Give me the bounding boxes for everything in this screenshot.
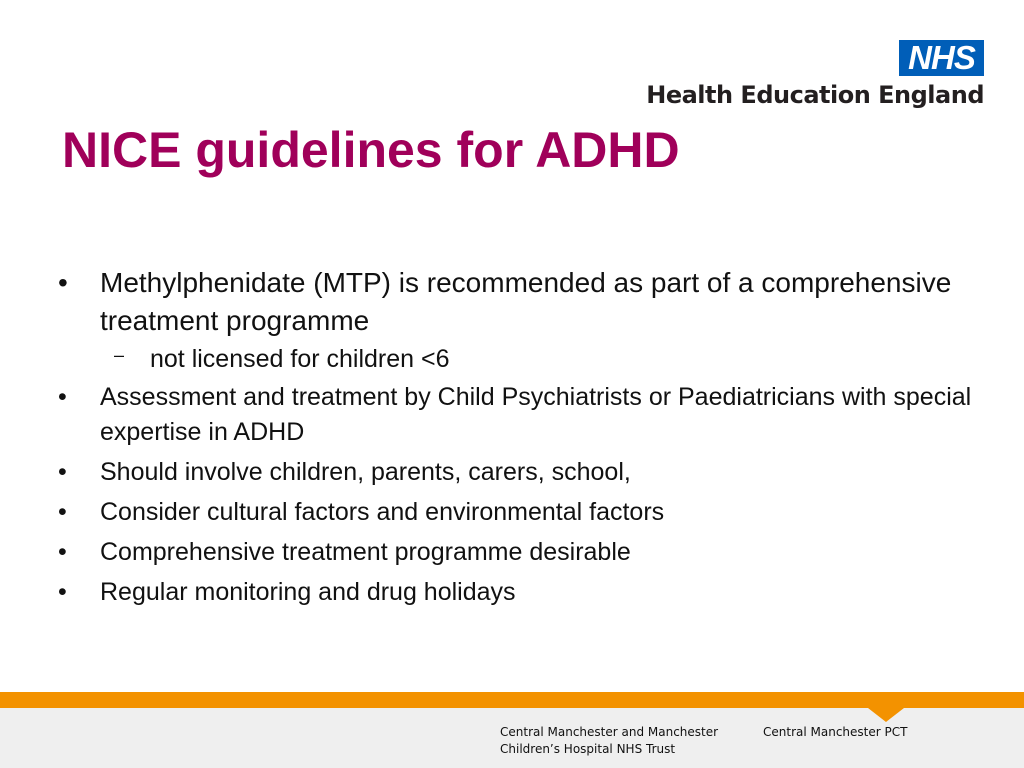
bullet-text: Comprehensive treatment programme desirable <box>100 538 631 566</box>
bullet-text: Regular monitoring and drug holidays <box>100 578 516 606</box>
footer-accent-bar <box>0 692 1024 708</box>
bullet-item <box>58 455 978 490</box>
bullet-item <box>58 535 978 570</box>
bullet-item <box>58 495 978 530</box>
bullet-item <box>58 264 978 340</box>
bullet-item <box>58 575 978 610</box>
dash-icon: – <box>114 345 125 365</box>
bullet-text: Consider cultural factors and environmental factors <box>100 498 665 526</box>
footer-trust-name: Central Manchester and Manchester Children’s Hospital NHS Trust <box>500 725 719 756</box>
bullet-icon: • <box>58 578 67 606</box>
bullet-icon: • <box>58 458 67 486</box>
bullet-item <box>58 380 978 450</box>
bullet-list <box>58 264 978 615</box>
sub-bullet-item <box>58 342 978 376</box>
bullet-icon: • <box>58 383 67 411</box>
bullet-text: Should involve children, parents, carers, school, <box>100 458 631 486</box>
slide-title: NICE guidelines for ADHD <box>62 122 680 178</box>
sub-bullet-text: not licensed for children <6 <box>150 345 450 373</box>
bullet-icon: • <box>58 538 67 566</box>
bullet-text: Assessment and treatment by Child Psychiatrists or Paediatricians with special expertise in ADHD <box>100 383 972 446</box>
bullet-icon: • <box>58 498 67 526</box>
nhs-logo: NHS <box>899 40 984 76</box>
organisation-name: Health Education England <box>646 81 984 109</box>
nhs-hee-logo <box>634 40 984 112</box>
bullet-icon: • <box>58 267 68 298</box>
bullet-text: Methylphenidate (MTP) is recommended as part of a comprehensive treatment programme <box>100 267 952 336</box>
footer-notch <box>868 708 904 722</box>
footer-pct-name: Central Manchester PCT <box>763 725 908 739</box>
